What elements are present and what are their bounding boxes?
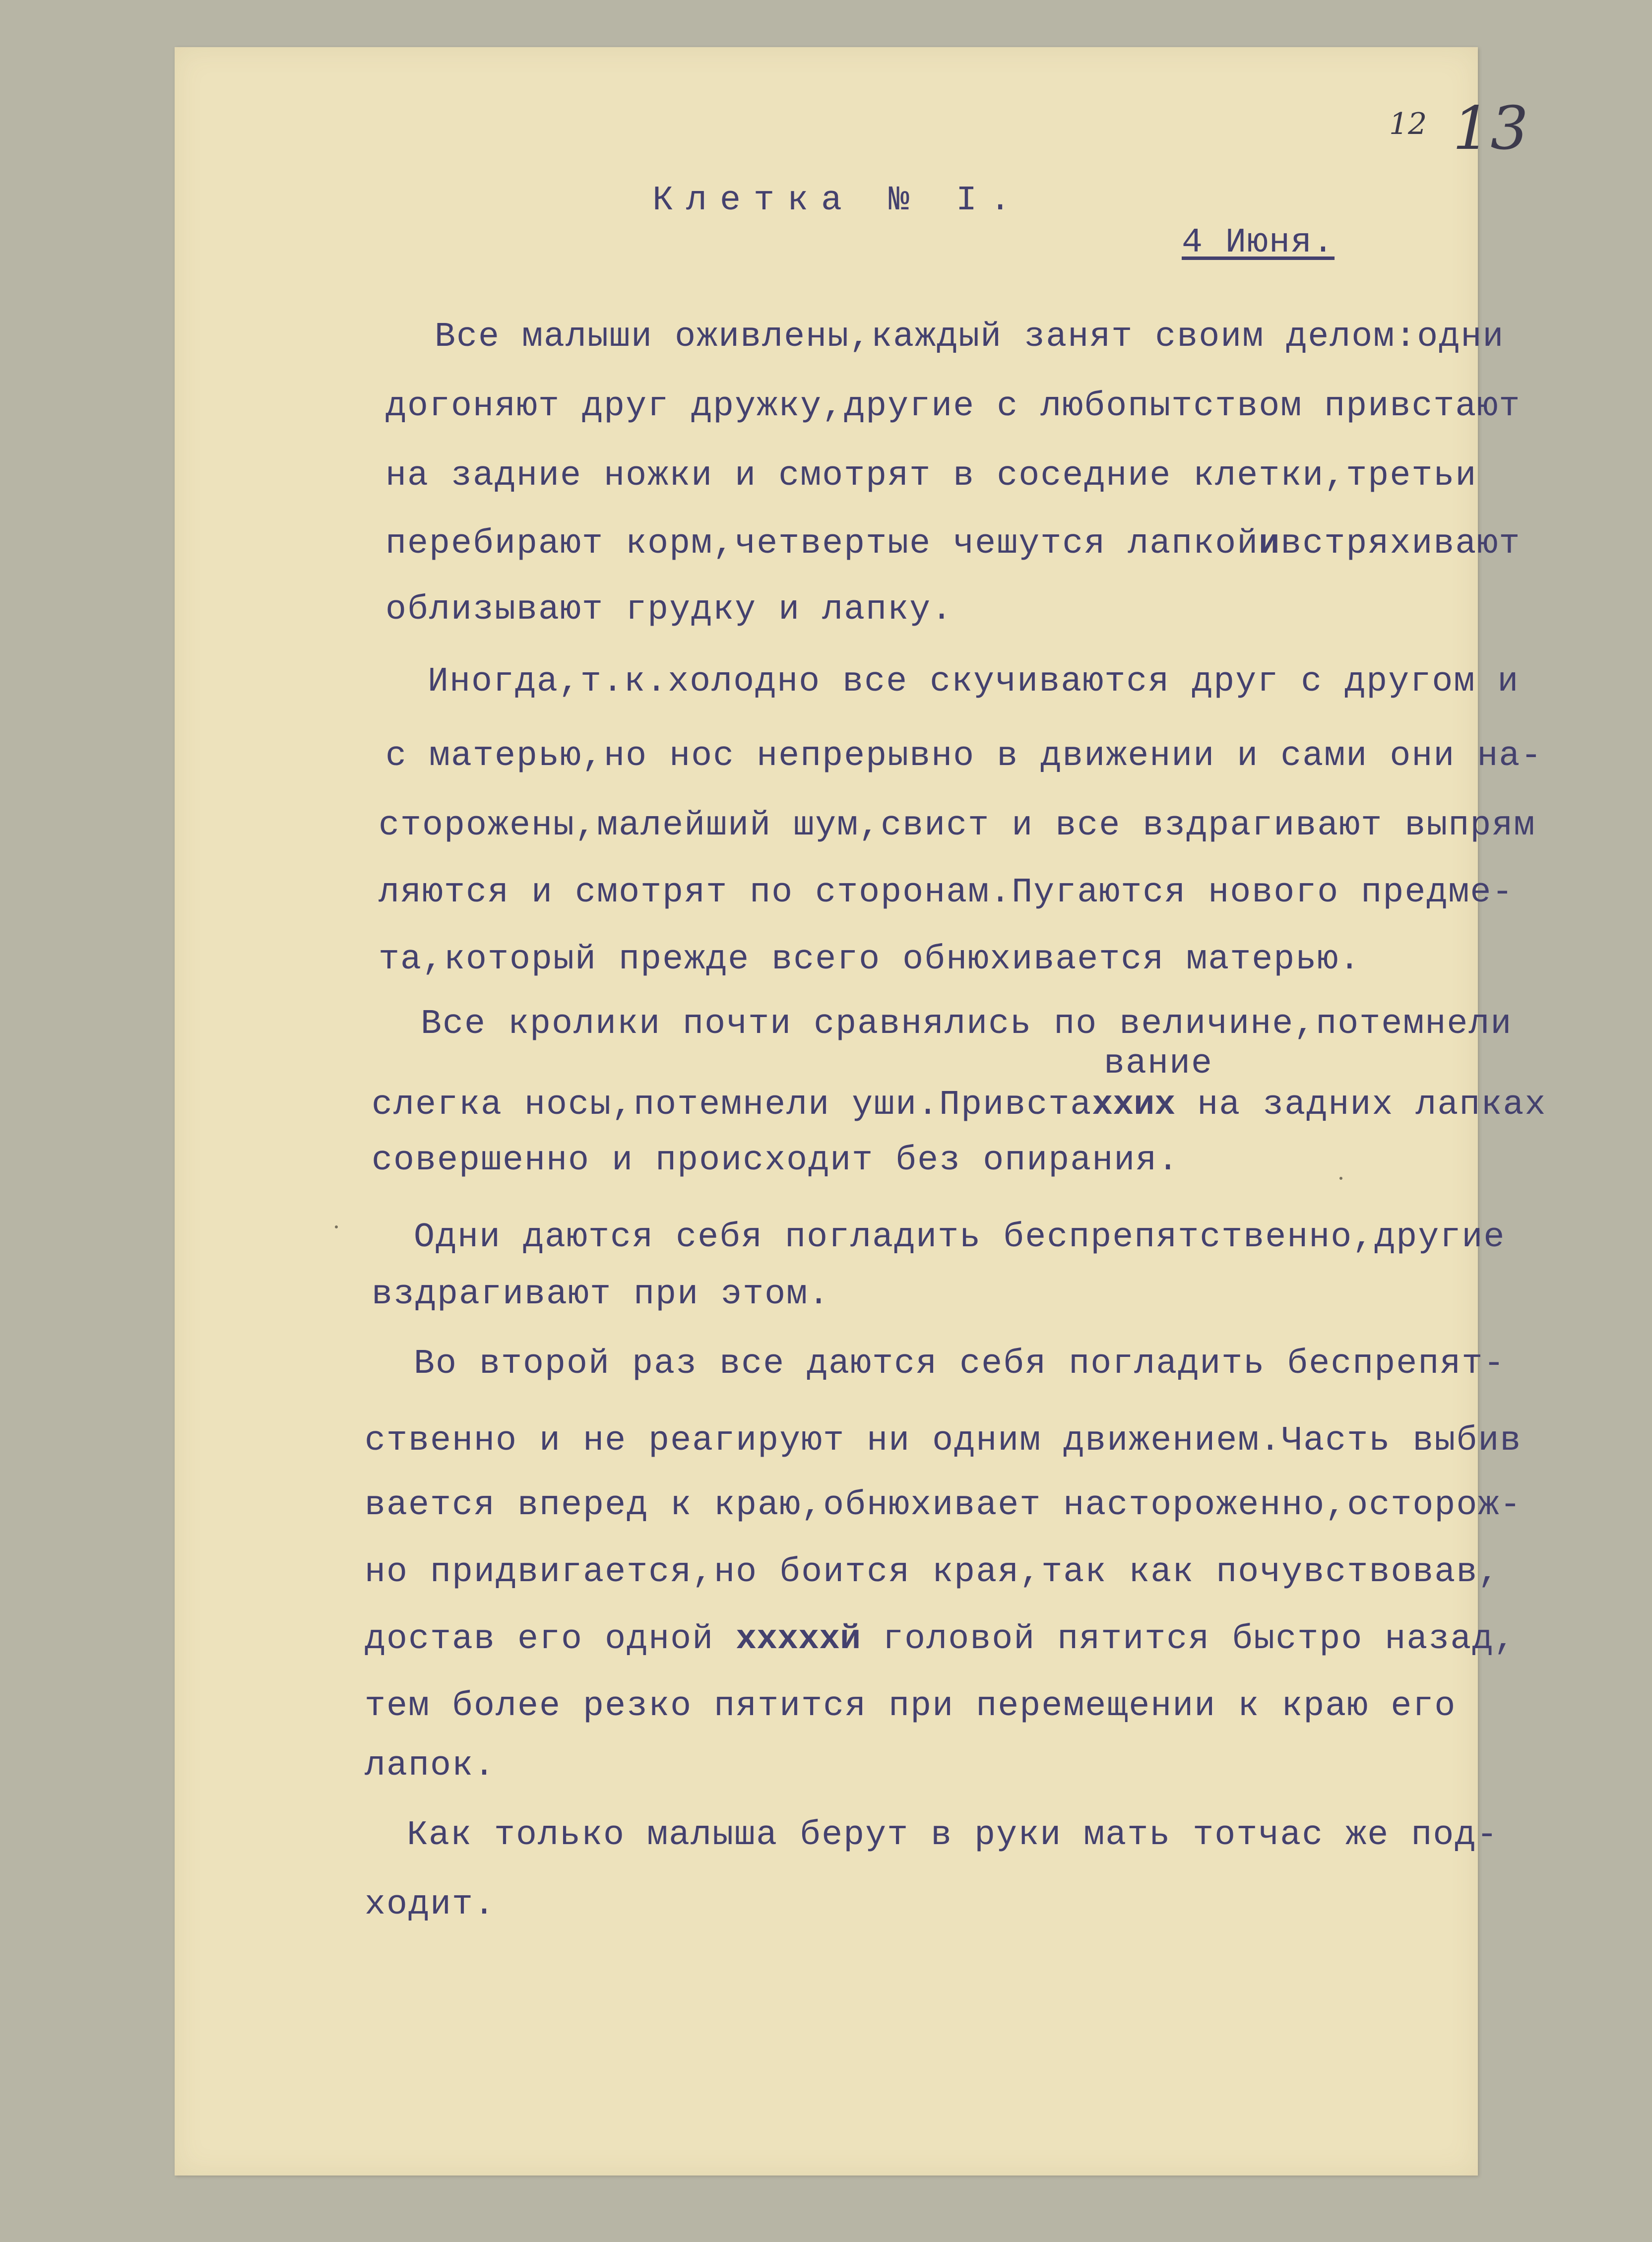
text-line: достав его одной хххххй головой пятится быстро назад,: [365, 1620, 1516, 1659]
text-line: перебирают корм,четвертые чешутся лапкойивстряхивают: [385, 524, 1521, 564]
archive-number-new: 13: [1453, 94, 1528, 163]
overstrike-char: и: [1259, 524, 1281, 564]
struck-out-text: хххххй: [736, 1620, 861, 1659]
text-line: ляются и смотрят по сторонам.Пугаются нового предме-: [379, 873, 1514, 912]
paper-speck: [1339, 1177, 1342, 1180]
document-date: 4 Июня.: [1182, 223, 1335, 262]
text-line: Как только малыша берут в руки мать тотчас же под-: [407, 1816, 1499, 1855]
text-line: вается вперед к краю,обнюхивает настороженно,осторож-: [365, 1486, 1522, 1525]
text-line: Иногда,т.к.холодно все скучиваются друг с другом и: [428, 662, 1520, 702]
text-line: но придвигается,но боится края,так как почувствовав,: [365, 1553, 1500, 1592]
text-line: слегка носы,потемнели уши.Привстаххих на задних лапках: [372, 1086, 1547, 1125]
text-line: Все малыши оживлены,каждый занят своим делом:одни: [435, 318, 1505, 357]
struck-out-text: ххих: [1092, 1086, 1176, 1125]
text-line: ственно и не реагируют ни одним движением.Часть выбив: [365, 1421, 1522, 1461]
text-line: та,который прежде всего обнюхивается матерью.: [379, 940, 1361, 979]
archive-number-old: 12: [1389, 107, 1427, 141]
text-line: с матерью,но нос непрерывно в движении и сами они на-: [385, 737, 1543, 776]
text-line: тем более резко пятится при перемещении к краю его: [365, 1687, 1457, 1726]
document-title: Клетка № I.: [652, 181, 1024, 220]
interlinear-insertion: вание: [1104, 1044, 1213, 1084]
text-line: облизывают грудку и лапку.: [385, 590, 953, 630]
text-line: ходит.: [365, 1885, 496, 1924]
text-line: Во второй раз все даются себя погладить беспрепят-: [414, 1345, 1506, 1384]
paper-speck: [335, 1225, 338, 1228]
text-line: Одни даются себя погладить беспрепятственно,другие: [414, 1218, 1506, 1257]
text-line: догоняют друг дружку,другие с любопытством привстают: [385, 387, 1521, 426]
text-line: совершенно и происходит без опирания.: [372, 1141, 1180, 1180]
text-line: Все кролики почти сравнялись по величине,потемнели: [421, 1005, 1513, 1044]
text-line: вздрагивают при этом.: [372, 1275, 830, 1314]
text-line: сторожены,малейший шум,свист и все вздрагивают выпрям: [379, 806, 1536, 845]
text-line: на задние ножки и смотрят в соседние клетки,третьи: [385, 456, 1477, 496]
text-line: лапок.: [365, 1746, 496, 1786]
